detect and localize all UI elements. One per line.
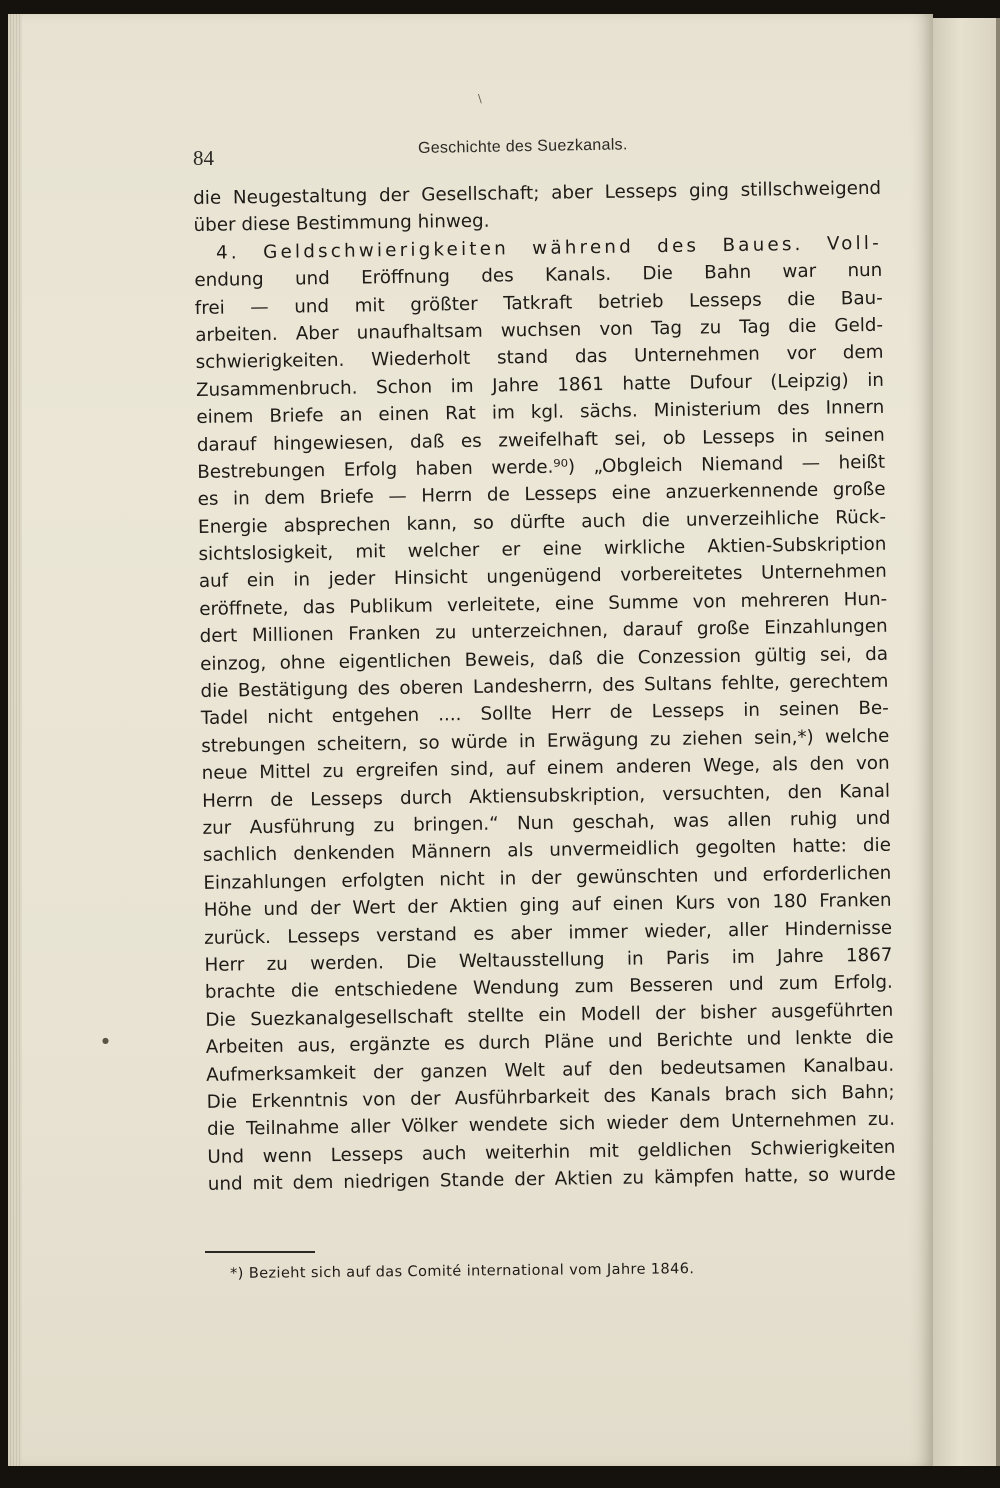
text-line: Einzahlungen erfolgten nicht in der gewünschten und erforderlichen: [203, 862, 892, 894]
text-line: Energie absprechen kann, so dürfte auch die unverzeihliche Rück-: [197, 506, 887, 538]
text-line: frei — und mit größter Tatkraft betrieb Lesseps die Bau-: [194, 287, 883, 319]
text-line: Bestrebungen Erfolg haben werde.⁹⁰) „Obgleich Niemand — heißt: [197, 451, 886, 483]
text-line: Tadel nicht entgehen .... Sollte Herr de Lesseps in seinen Be-: [200, 698, 889, 730]
text-line: auf ein in jeder Hinsicht ungenügend vorbereitetes Unternehmen: [198, 561, 887, 593]
text-line: und mit dem niedrigen Stande der Aktien zu kämpfen hatte, so wurde: [207, 1163, 896, 1195]
text-line: dert Millionen Franken zu unterzeichnen, darauf große Einzahlungen: [199, 615, 888, 648]
page-number: 84: [193, 146, 214, 170]
section-heading-line: 4. Geldschwierigkeiten während des Baues. Voll-: [215, 232, 883, 264]
text-line: die Teilnahme aller Völker wendete sich wieder dem Unternehmen zu.: [206, 1108, 896, 1141]
text-line: Und wenn Lesseps auch weiterhin mit geldlichen Schwierigkeiten: [207, 1136, 896, 1168]
text-line: einem Briefe an einen Rat im kgl. sächs. Ministerium des Innern: [196, 396, 885, 429]
text-line: Höhe und der Wert der Aktien ging auf einen Kurs von 180 Franken: [203, 889, 892, 922]
page-stack-edge: [930, 18, 1000, 1466]
text-line: Zusammenbruch. Schon im Jahre 1861 hatte Dufour (Leipzig) in: [195, 369, 885, 401]
text-line: sachlich denkenden Männern als unvermeidlich gegolten hatte: die: [202, 835, 892, 867]
text-line: arbeiten. Aber unaufhaltsam wuchsen von Tag zu Tag die Geld-: [195, 314, 884, 346]
stray-mark: \: [478, 92, 482, 105]
page-header: [193, 136, 893, 174]
text-line: zur Ausführung zu bringen.“ Nun geschah, was allen ruhig und: [202, 807, 891, 839]
text-line: sichtslosigkeit, mit welcher er eine wirkliche Aktien-Subskription: [198, 533, 887, 566]
text-line: die Bestätigung des oberen Landesherrn, des Sultans fehlte, gerechtem: [200, 670, 889, 702]
section-heading-line: endung und Eröffnung des Kanals. Die Bahn war nun: [194, 259, 883, 292]
text-line: Herr zu werden. Die Weltausstellung in Paris im Jahre 1867: [204, 944, 893, 976]
running-title: Geschichte des Suezkanals.: [417, 136, 628, 157]
text-line: Herrn de Lesseps durch Aktiensubskription, versuchten, den Kanal: [201, 780, 891, 812]
text-line: einzog, ohne eigentlichen Beweis, daß die Conzession gültig sei, da: [199, 643, 889, 675]
text-line: es in dem Briefe — Herrn de Lesseps eine anzuerkennende große: [197, 479, 886, 511]
text-line: darauf hingewiesen, daß es zweifelhaft sei, ob Lesseps in seinen: [196, 424, 885, 456]
text-line: brachte die entschiedene Wendung zum Besseren und zum Erfolg.: [204, 972, 893, 1004]
text-line: zurück. Lesseps verstand es aber immer wieder, aller Hindernisse: [204, 917, 893, 949]
text-line: Arbeiten aus, ergänzte es durch Pläne und Berichte und lenkte die: [205, 1026, 894, 1059]
leaf-edges: [8, 14, 22, 1466]
text-line: über diese Bestimmung hinweg.: [193, 210, 490, 237]
text-line: Aufmerksamkeit der ganzen Welt auf den bedeutsamen Kanalbau.: [206, 1054, 895, 1086]
text-line: neue Mittel zu ergreifen sind, auf einem anderen Wege, als den von: [201, 752, 890, 785]
stray-dot: ●: [102, 1036, 109, 1045]
text-line: die Neugestaltung der Gesellschaft; aber Lesseps ging stillschweigend: [193, 177, 882, 209]
text-line: schwierigkeiten. Wiederholt stand das Unternehmen vor dem: [195, 342, 884, 374]
footnote: *) Bezieht sich auf das Comité international vom Jahre 1846.: [230, 1261, 695, 1282]
text-line: strebungen scheitern, so würde in Erwägung zu ziehen sein,*) welche: [201, 725, 890, 757]
text-line: eröffnete, das Publikum verleitete, eine Summe von mehreren Hun-: [199, 588, 888, 620]
text-line: Die Suezkanalgesellschaft stellte ein Modell der bisher ausgeführten: [205, 999, 894, 1031]
footnote-divider: [205, 1251, 315, 1253]
text-line: Die Erkenntnis von der Ausführbarkeit des Kanals brach sich Bahn;: [206, 1081, 895, 1113]
body-text: [193, 175, 896, 1199]
